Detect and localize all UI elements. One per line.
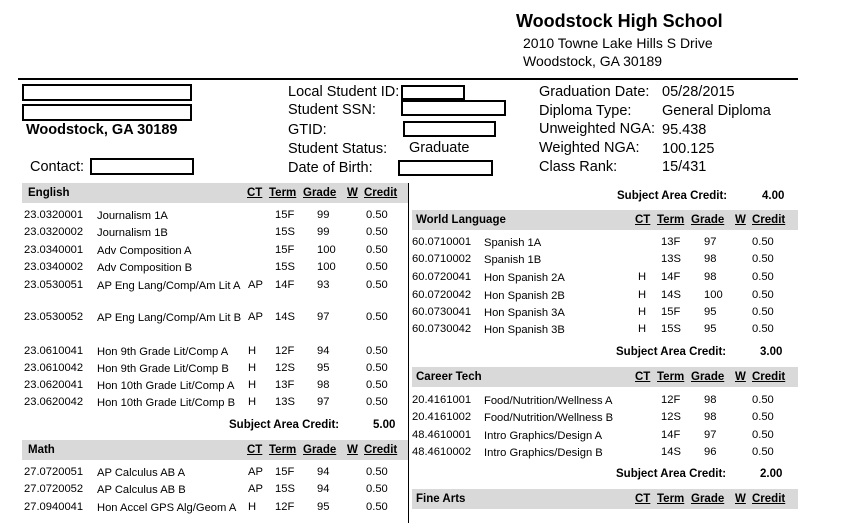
course-grade: 97 <box>317 396 330 408</box>
diploma-type-label: Diploma Type: <box>539 103 632 119</box>
course-title: AP Calculus AB B <box>97 484 186 496</box>
course-ct: AP <box>248 279 263 291</box>
course-credit: 0.50 <box>366 466 388 478</box>
col-grade: Grade <box>303 187 337 199</box>
course-title: Journalism 1B <box>97 227 168 239</box>
course-grade: 94 <box>317 345 330 357</box>
course-title: Hon Spanish 2A <box>484 272 565 284</box>
course-code: 60.0730041 <box>412 306 472 318</box>
col-w: W <box>735 493 746 505</box>
course-title: Hon 9th Grade Lit/Comp B <box>97 363 229 375</box>
course-credit: 0.50 <box>752 446 774 458</box>
course-credit: 0.50 <box>752 411 774 423</box>
course-ct: AP <box>248 311 263 323</box>
col-credit: Credit <box>752 493 786 505</box>
course-term: 15S <box>275 226 295 238</box>
course-code: 27.0940041 <box>24 501 84 513</box>
course-credit: 0.50 <box>366 501 388 513</box>
course-ct: AP <box>248 483 263 495</box>
world-language-section-header <box>412 210 798 230</box>
course-term: 15S <box>661 323 681 335</box>
weighted-nga-value: 100.125 <box>662 141 715 157</box>
redacted-contact <box>90 158 194 175</box>
course-credit: 0.50 <box>752 253 774 265</box>
course-ct: H <box>638 323 647 335</box>
course-ct: H <box>248 345 257 357</box>
course-credit: 0.50 <box>366 261 388 273</box>
course-grade: 99 <box>317 226 330 238</box>
course-credit: 0.50 <box>752 429 774 441</box>
course-term: 14F <box>661 429 681 441</box>
course-code: 27.0720052 <box>24 483 84 495</box>
col-w: W <box>347 444 358 456</box>
course-grade: 99 <box>317 209 330 221</box>
course-grade: 97 <box>317 311 330 323</box>
course-grade: 98 <box>704 271 717 283</box>
course-code: 20.4161002 <box>412 411 472 423</box>
english-credit-value: 5.00 <box>373 419 396 431</box>
course-grade: 94 <box>317 483 330 495</box>
fine-arts-section-header <box>412 489 798 509</box>
dob-label: Date of Birth: <box>288 160 373 176</box>
col-term: Term <box>269 444 297 456</box>
col-w: W <box>735 214 746 226</box>
course-grade: 98 <box>704 253 717 265</box>
course-term: 13S <box>661 253 681 265</box>
course-title: AP Calculus AB A <box>97 467 186 479</box>
course-code: 60.0730042 <box>412 323 472 335</box>
course-grade: 96 <box>704 446 717 458</box>
course-code: 23.0530051 <box>24 279 84 291</box>
course-code: 60.0710001 <box>412 236 472 248</box>
course-ct: H <box>638 289 647 301</box>
course-title: Hon Spanish 2B <box>484 290 565 302</box>
career-tech-credit-label: Subject Area Credit: <box>616 468 727 480</box>
redacted-ssn <box>401 100 506 116</box>
col-credit: Credit <box>752 214 786 226</box>
course-ct: H <box>638 271 647 283</box>
col-term: Term <box>657 371 685 383</box>
course-term: 14S <box>275 311 295 323</box>
school-name: Woodstock High School <box>516 11 723 31</box>
course-credit: 0.50 <box>752 323 774 335</box>
world-language-credit-value: 3.00 <box>760 346 783 358</box>
course-credit: 0.50 <box>366 379 388 391</box>
course-grade: 93 <box>317 279 330 291</box>
math-section-header <box>22 440 408 460</box>
col-credit: Credit <box>752 371 786 383</box>
course-grade: 98 <box>317 379 330 391</box>
prior-credit-value: 4.00 <box>762 190 785 202</box>
course-credit: 0.50 <box>752 271 774 283</box>
course-ct: H <box>248 501 257 513</box>
course-term: 14F <box>275 279 295 291</box>
col-term: Term <box>269 187 297 199</box>
col-grade: Grade <box>691 371 725 383</box>
course-term: 14S <box>661 446 681 458</box>
course-ct: H <box>248 362 257 374</box>
course-code: 60.0720042 <box>412 289 472 301</box>
col-term: Term <box>657 214 685 226</box>
course-term: 12F <box>275 501 295 513</box>
course-title: Adv Composition B <box>97 262 193 274</box>
col-w: W <box>347 187 358 199</box>
course-term: 15F <box>661 306 681 318</box>
course-term: 14S <box>661 289 681 301</box>
school-address-line1: 2010 Towne Lake Hills S Drive <box>523 35 713 51</box>
course-grade: 95 <box>317 501 330 513</box>
course-ct: AP <box>248 466 263 478</box>
col-credit: Credit <box>364 444 398 456</box>
course-grade: 94 <box>317 466 330 478</box>
course-title: Spanish 1A <box>484 237 542 249</box>
unweighted-nga-label: Unweighted NGA: <box>539 121 656 137</box>
left-course-column <box>22 183 408 518</box>
course-term: 15F <box>275 466 295 478</box>
gtid-label: GTID: <box>288 122 327 138</box>
col-ct: CT <box>247 187 263 199</box>
course-title: Spanish 1B <box>484 254 542 266</box>
course-ct: H <box>638 306 647 318</box>
course-grade: 98 <box>704 411 717 423</box>
diploma-type-value: General Diploma <box>662 103 771 119</box>
column-divider <box>408 183 409 523</box>
course-title: AP Eng Lang/Comp/Am Lit B <box>97 312 242 324</box>
course-code: 23.0530052 <box>24 311 84 323</box>
course-grade: 97 <box>704 236 717 248</box>
course-code: 23.0320001 <box>24 209 84 221</box>
course-term: 15S <box>275 483 295 495</box>
local-id-label: Local Student ID: <box>288 84 400 100</box>
prior-credit-label: Subject Area Credit: <box>617 190 728 202</box>
course-code: 23.0340002 <box>24 261 84 273</box>
course-term: 14F <box>661 271 681 283</box>
col-ct: CT <box>635 371 651 383</box>
class-rank-value: 15/431 <box>662 159 707 175</box>
world-language-credit-label: Subject Area Credit: <box>616 346 727 358</box>
course-title: Journalism 1A <box>97 210 168 222</box>
course-code: 23.0620042 <box>24 396 84 408</box>
course-title: Hon Accel GPS Alg/Geom A <box>97 502 237 514</box>
course-title: Hon 9th Grade Lit/Comp A <box>97 346 229 358</box>
course-grade: 95 <box>317 362 330 374</box>
course-term: 15F <box>275 244 295 256</box>
course-title: Hon 10th Grade Lit/Comp A <box>97 380 235 392</box>
course-credit: 0.50 <box>366 279 388 291</box>
course-term: 12F <box>275 345 295 357</box>
course-grade: 95 <box>704 306 717 318</box>
career-tech-section-header <box>412 367 798 387</box>
section-title: Fine Arts <box>416 493 466 505</box>
redacted-dob <box>398 160 493 176</box>
course-term: 12S <box>661 411 681 423</box>
course-term: 15F <box>275 209 295 221</box>
redacted-gtid <box>403 121 496 137</box>
course-title: Hon Spanish 3A <box>484 307 565 319</box>
course-code: 27.0720051 <box>24 466 84 478</box>
course-title: Hon Spanish 3B <box>484 324 565 336</box>
course-term: 12F <box>661 394 681 406</box>
course-credit: 0.50 <box>366 209 388 221</box>
redacted-local-id <box>401 85 465 100</box>
redacted-address <box>22 104 192 121</box>
course-credit: 0.50 <box>752 289 774 301</box>
col-credit: Credit <box>364 187 398 199</box>
course-code: 48.4610001 <box>412 429 472 441</box>
student-city: Woodstock, GA 30189 <box>26 122 178 138</box>
course-grade: 98 <box>704 394 717 406</box>
course-credit: 0.50 <box>366 396 388 408</box>
course-term: 12S <box>275 362 295 374</box>
col-grade: Grade <box>691 214 725 226</box>
course-ct: H <box>248 379 257 391</box>
col-grade: Grade <box>691 493 725 505</box>
course-title: Adv Composition A <box>97 245 192 257</box>
section-title: World Language <box>416 214 506 226</box>
header-divider <box>18 78 798 80</box>
contact-label: Contact: <box>30 159 84 175</box>
weighted-nga-label: Weighted NGA: <box>539 140 640 156</box>
course-code: 48.4610002 <box>412 446 472 458</box>
course-credit: 0.50 <box>366 244 388 256</box>
career-tech-credit-value: 2.00 <box>760 468 783 480</box>
course-code: 20.4161001 <box>412 394 472 406</box>
course-code: 23.0320002 <box>24 226 84 238</box>
col-w: W <box>735 371 746 383</box>
course-credit: 0.50 <box>366 311 388 323</box>
course-title: Food/Nutrition/Wellness B <box>484 412 614 424</box>
course-grade: 97 <box>704 429 717 441</box>
course-term: 13F <box>661 236 681 248</box>
course-code: 60.0720041 <box>412 271 472 283</box>
col-ct: CT <box>635 493 651 505</box>
course-code: 60.0710002 <box>412 253 472 265</box>
section-title: Career Tech <box>416 371 482 383</box>
course-credit: 0.50 <box>366 362 388 374</box>
unweighted-nga-value: 95.438 <box>662 122 707 138</box>
course-credit: 0.50 <box>752 394 774 406</box>
school-address-line2: Woodstock, GA 30189 <box>523 53 663 69</box>
course-ct: H <box>248 396 257 408</box>
status-label: Student Status: <box>288 141 388 157</box>
english-section-header <box>22 183 408 203</box>
class-rank-label: Class Rank: <box>539 159 618 175</box>
course-term: 13F <box>275 379 295 391</box>
course-grade: 100 <box>704 289 723 301</box>
right-course-column <box>412 183 798 518</box>
col-term: Term <box>657 493 685 505</box>
course-grade: 100 <box>317 261 336 273</box>
course-credit: 0.50 <box>366 483 388 495</box>
section-title: Math <box>28 444 55 456</box>
course-title: AP Eng Lang/Comp/Am Lit A <box>97 280 241 292</box>
graduation-date-value: 05/28/2015 <box>662 84 735 100</box>
course-grade: 100 <box>317 244 336 256</box>
english-credit-label: Subject Area Credit: <box>229 419 340 431</box>
course-term: 15S <box>275 261 295 273</box>
section-title: English <box>28 187 70 199</box>
col-ct: CT <box>247 444 263 456</box>
course-credit: 0.50 <box>366 226 388 238</box>
course-grade: 95 <box>704 323 717 335</box>
course-code: 23.0340001 <box>24 244 84 256</box>
course-title: Intro Graphics/Design A <box>484 430 603 442</box>
course-title: Intro Graphics/Design B <box>484 447 603 459</box>
course-credit: 0.50 <box>752 306 774 318</box>
col-ct: CT <box>635 214 651 226</box>
redacted-name <box>22 84 192 101</box>
ssn-label: Student SSN: <box>288 102 376 118</box>
course-title: Hon 10th Grade Lit/Comp B <box>97 397 236 409</box>
course-code: 23.0610042 <box>24 362 84 374</box>
course-title: Food/Nutrition/Wellness A <box>484 395 613 407</box>
course-code: 23.0610041 <box>24 345 84 357</box>
course-term: 13S <box>275 396 295 408</box>
course-code: 23.0620041 <box>24 379 84 391</box>
course-credit: 0.50 <box>366 345 388 357</box>
status-value: Graduate <box>409 140 470 156</box>
col-grade: Grade <box>303 444 337 456</box>
course-credit: 0.50 <box>752 236 774 248</box>
graduation-date-label: Graduation Date: <box>539 84 650 100</box>
